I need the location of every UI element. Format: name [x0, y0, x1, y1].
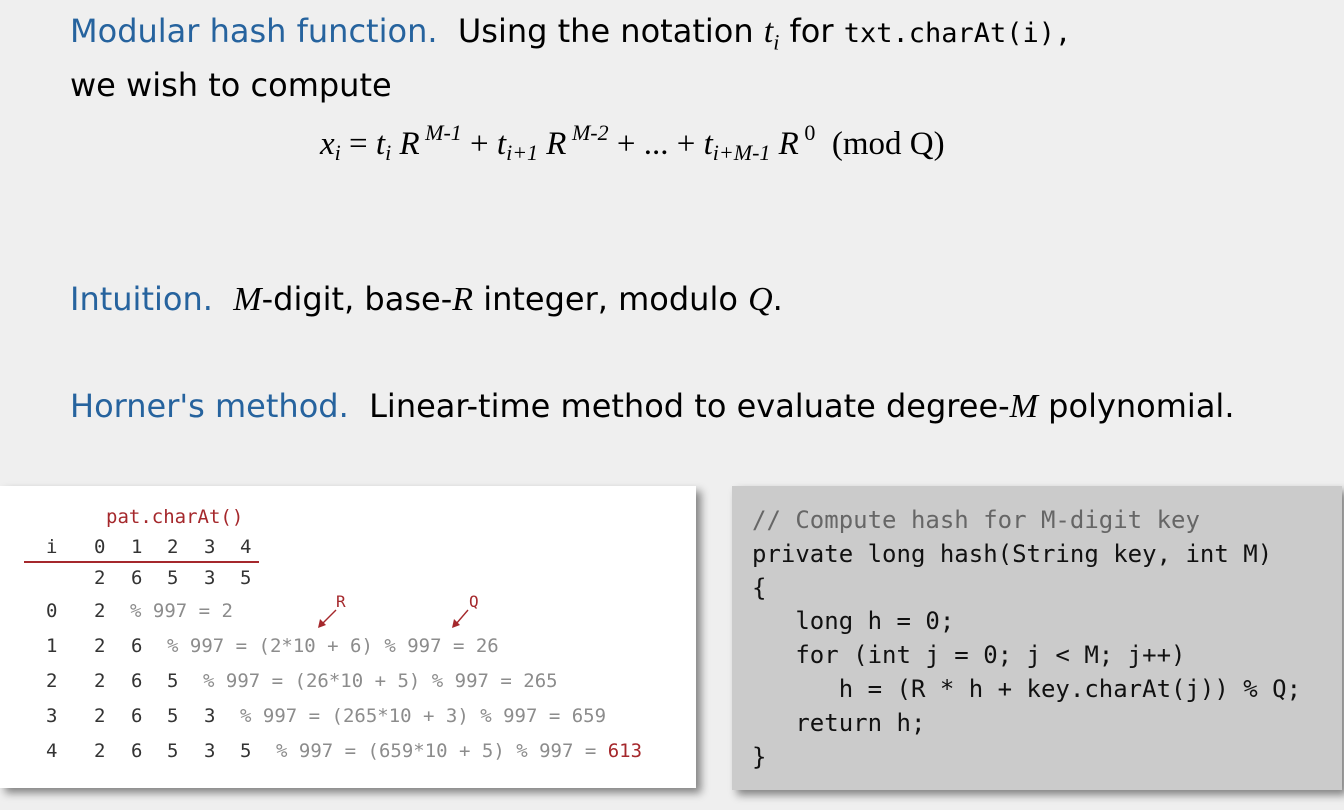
- row-3-expression: % 997 = (265*10 + 3) % 997 = 659: [240, 705, 607, 727]
- row-1-index: 1: [46, 635, 58, 657]
- intuition-text2: integer, modulo: [473, 280, 749, 318]
- table-digit-0: 2: [94, 567, 106, 589]
- code-line-for: for (int j = 0; j < M; j++): [752, 641, 1186, 670]
- code-line-return: return h;: [752, 708, 926, 737]
- code-line-open-brace: {: [752, 573, 767, 602]
- intuition-Q: Q: [748, 281, 773, 318]
- row-2-digit-2: 5: [167, 670, 179, 692]
- formula-exp2: M-2: [571, 120, 609, 145]
- arrow-R: [322, 610, 336, 624]
- row-2-expression: % 997 = (26*10 + 5) % 997 = 265: [203, 670, 558, 692]
- row-4-expression: % 997 = (659*10 + 5) % 997 = 613: [276, 740, 643, 762]
- row-0-digit-0: 2: [94, 600, 106, 622]
- row-0-index: 0: [46, 600, 58, 622]
- arrow-Q: [456, 610, 468, 624]
- code-line-comment: // Compute hash for M-digit key: [752, 506, 1200, 534]
- row-3-index: 3: [46, 705, 58, 727]
- formula-t2: t: [703, 126, 713, 162]
- formula-R1: R: [399, 126, 420, 162]
- row-3-digit-1: 6: [131, 705, 143, 727]
- formula-t1: t: [496, 126, 507, 162]
- code-line-init: long h = 0;: [752, 607, 955, 636]
- row-4-digit-2: 5: [167, 740, 179, 762]
- horner-text2: polynomial.: [1038, 387, 1235, 425]
- formula-x: x: [320, 126, 335, 162]
- horner-M: M: [1009, 388, 1038, 425]
- formula-x-sub: i: [334, 140, 341, 165]
- table-digit-4: 5: [240, 567, 252, 589]
- modular-hash-heading: Modular hash function.: [70, 12, 438, 50]
- row-3-digit-3: 3: [204, 705, 216, 727]
- hash-formula: [320, 120, 945, 165]
- row-3-digit-2: 5: [167, 705, 179, 727]
- row-2-digit-0: 2: [94, 670, 106, 692]
- intuition-R: R: [452, 281, 474, 318]
- formula-t2-sub: i+M-1: [712, 140, 771, 165]
- table-digit-3: 3: [204, 567, 216, 589]
- code-line-close-brace: }: [752, 742, 767, 771]
- intuition-period: .: [772, 280, 783, 318]
- row-4-result: 613: [607, 740, 643, 762]
- compute-line: we wish to compute: [70, 66, 392, 104]
- horner-text: Linear-time method to evaluate degree-: [369, 387, 1010, 425]
- label-Q: Q: [469, 592, 479, 611]
- table-col-2: 2: [167, 536, 179, 558]
- formula-R3: R: [778, 126, 799, 162]
- row-3-digit-0: 2: [94, 705, 106, 727]
- table-col-3: 3: [204, 536, 216, 558]
- row-4-digit-3: 3: [204, 740, 216, 762]
- row-1-digit-0: 2: [94, 635, 106, 657]
- intuition-M: M: [233, 281, 262, 318]
- intuition-text1: -digit, base-: [261, 280, 453, 318]
- label-R: R: [336, 592, 346, 611]
- formula-t0-sub: i: [385, 140, 392, 165]
- formula-R2: R: [546, 126, 567, 162]
- formula-eq: =: [340, 126, 376, 162]
- table-col-4: 4: [240, 536, 252, 558]
- row-1-expression: % 997 = (2*10 + 6) % 997 = 26: [167, 635, 499, 657]
- code-block: [752, 504, 1301, 774]
- row-4-digit-4: 5: [240, 740, 252, 762]
- formula-dots: + ... +: [608, 126, 704, 162]
- row-1-digit-1: 6: [131, 635, 143, 657]
- intuition-heading: Intuition.: [70, 280, 213, 318]
- formula-plus: +: [461, 126, 497, 162]
- horner-table-panel: [0, 486, 696, 788]
- table-col-0: 0: [94, 536, 106, 558]
- notation-t: t: [763, 13, 774, 50]
- table-digit-2: 5: [167, 567, 179, 589]
- row-4-digit-0: 2: [94, 740, 106, 762]
- row-2-index: 2: [46, 670, 58, 692]
- formula-exp1: M-1: [425, 120, 462, 145]
- code-line-signature: private long hash(String key, int M): [752, 539, 1273, 568]
- modular-text-for: for: [789, 12, 834, 50]
- modular-hash-line: [70, 12, 1071, 55]
- row-0-expression: % 997 = 2: [130, 600, 233, 622]
- modular-text-pre: Using the notation: [457, 12, 754, 50]
- table-i-label: i: [46, 536, 58, 558]
- table-header-label: pat.charAt(): [106, 506, 244, 528]
- formula-t1-sub: i+1: [506, 140, 539, 165]
- notation-i: i: [773, 29, 780, 55]
- intuition-line: [70, 280, 783, 319]
- table-digit-1: 6: [131, 567, 143, 589]
- code-panel: [732, 486, 1342, 790]
- formula-t0: t: [375, 126, 386, 162]
- table-col-1: 1: [131, 536, 143, 558]
- row-4-index: 4: [46, 740, 58, 762]
- horner-heading: Horner's method.: [70, 387, 349, 425]
- formula-exp0: 0: [804, 120, 816, 145]
- code-line-update: h = (R * h + key.charAt(j)) % Q;: [752, 674, 1302, 703]
- formula-mod: (mod Q): [831, 126, 945, 162]
- row-4-digit-1: 6: [131, 740, 143, 762]
- charat-code: txt.charAt(i),: [843, 18, 1072, 49]
- row-2-digit-1: 6: [131, 670, 143, 692]
- horner-line: [70, 387, 1234, 426]
